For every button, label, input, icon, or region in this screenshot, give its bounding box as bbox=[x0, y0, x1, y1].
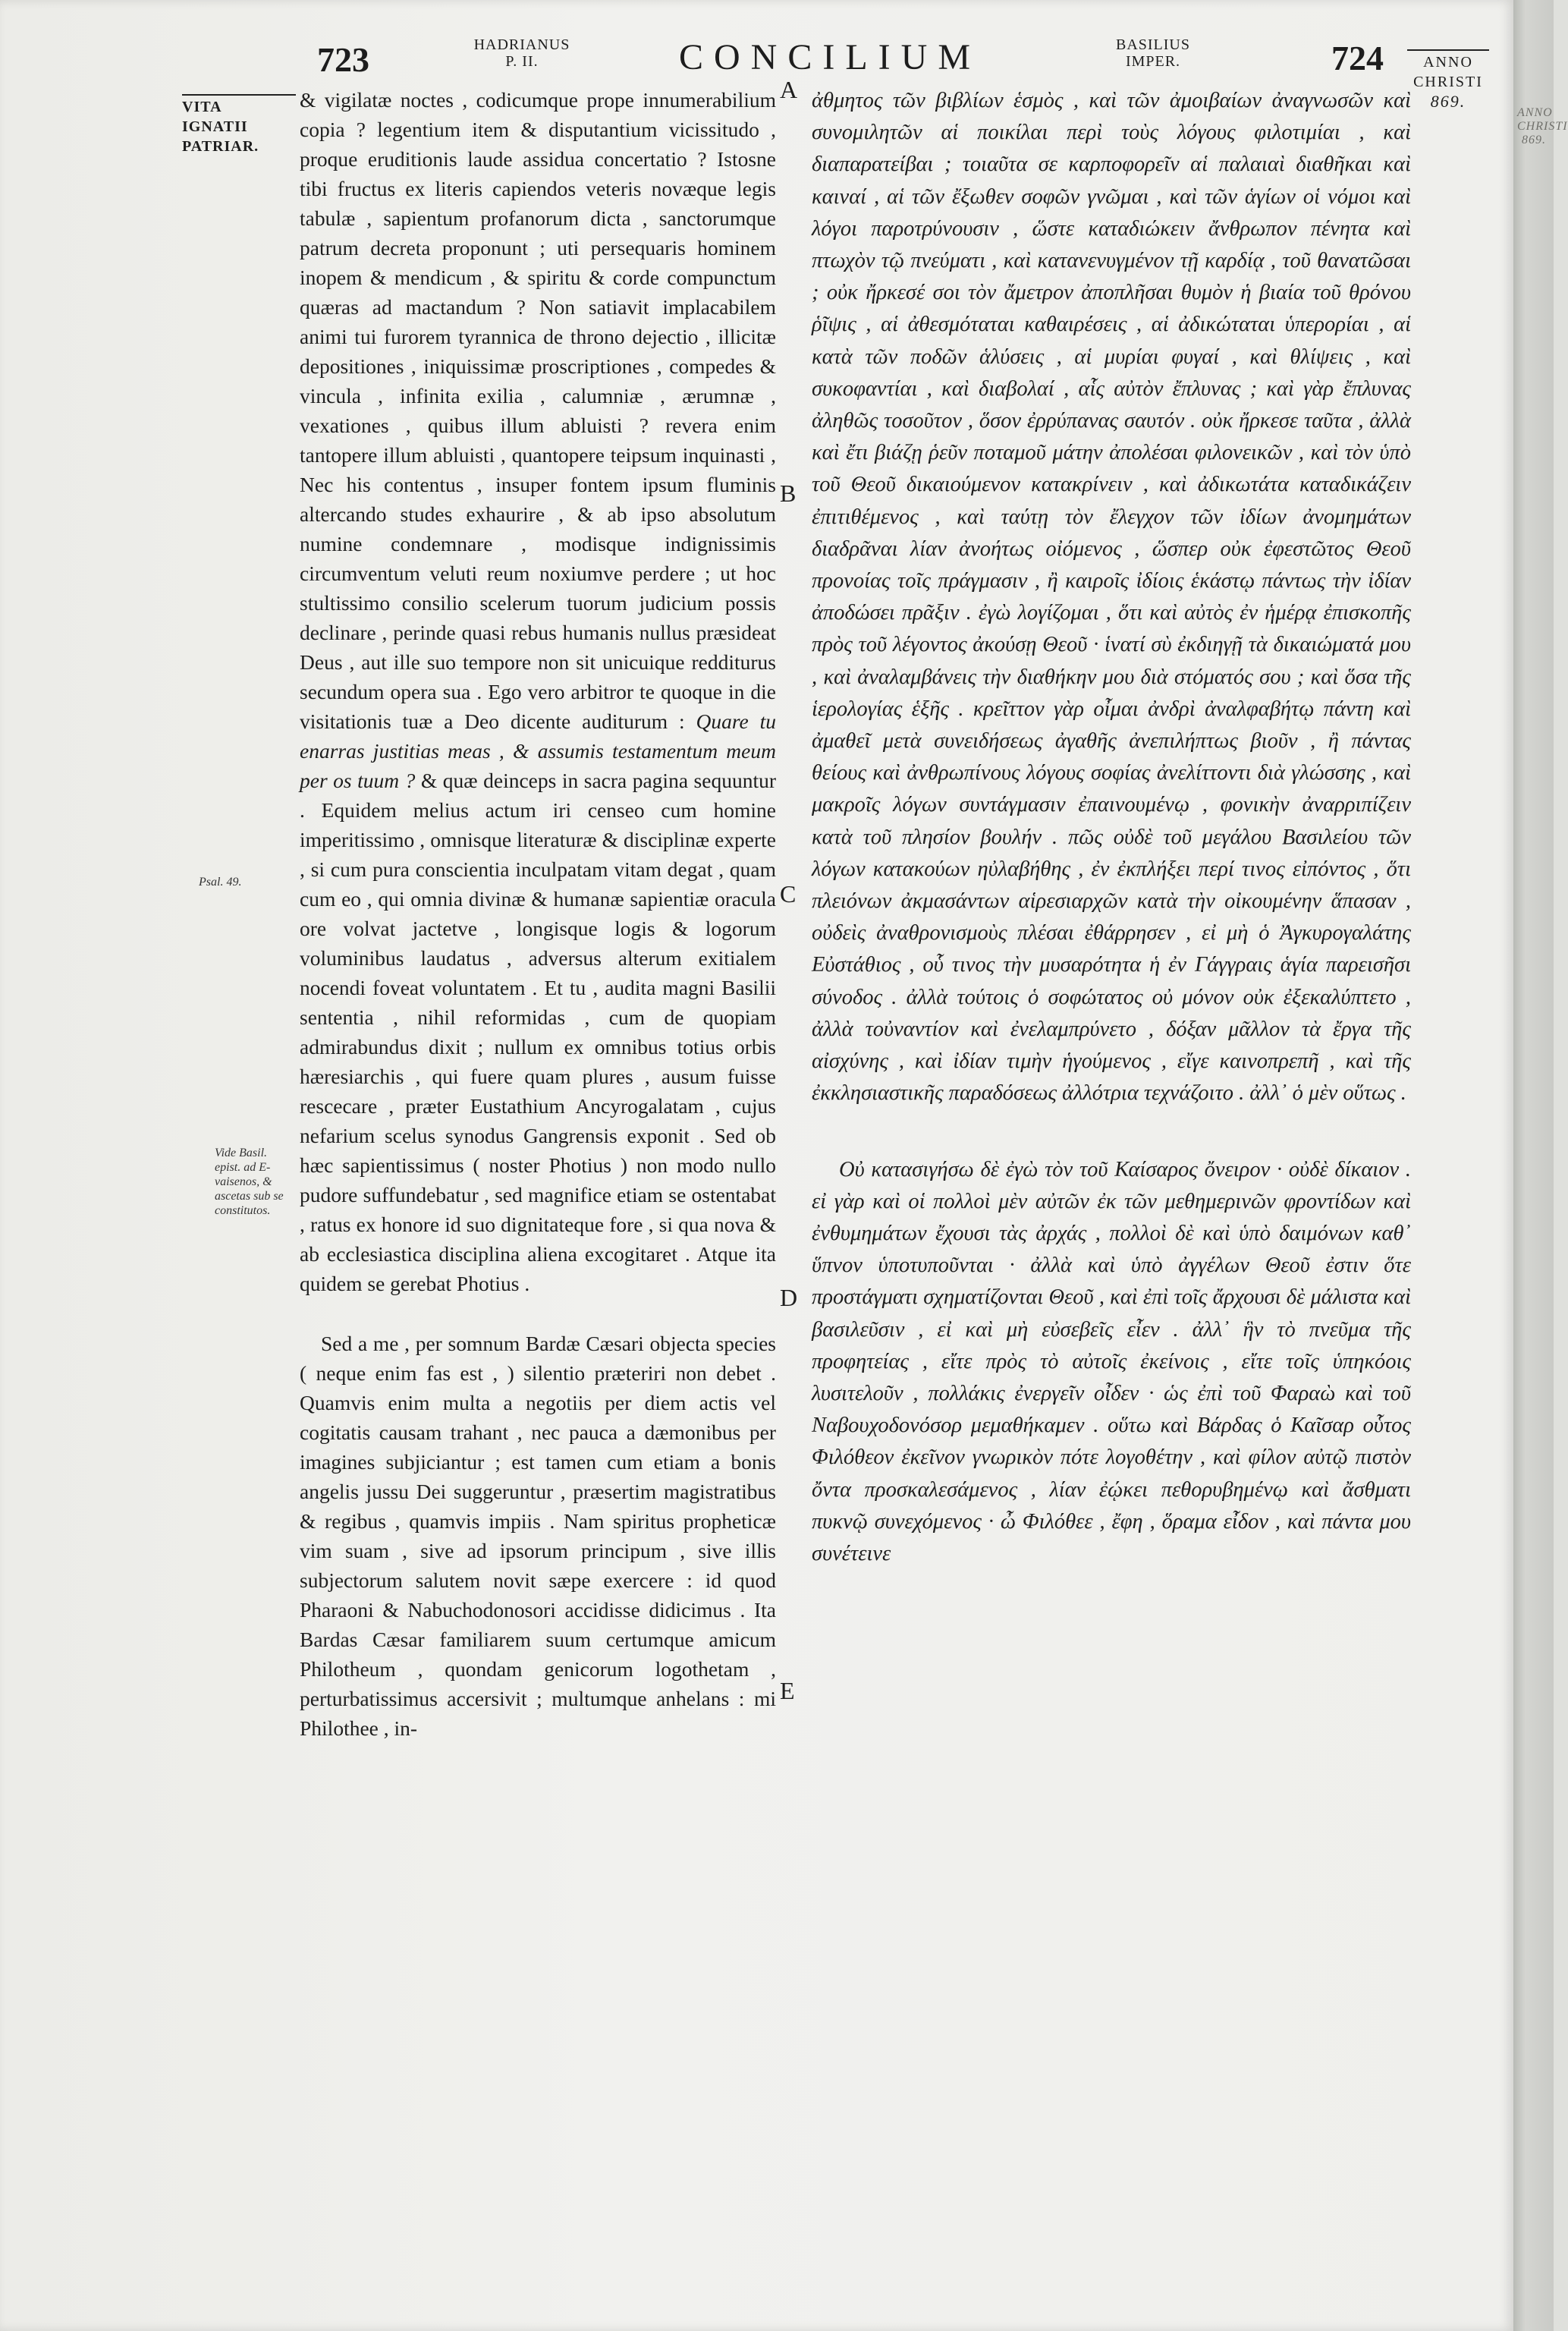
running-head-left bbox=[446, 36, 598, 70]
latin-scripture-quote: Quare tu enarras justitias meas , & assumis testamentum meum per os tuum ? bbox=[300, 709, 777, 792]
margin-vita-line1: VITA bbox=[182, 99, 222, 115]
page-number-left: 723 bbox=[317, 40, 369, 79]
latin-para1-text: & vigilatæ noctes , codicumque prope innumerabilium copia ? legentium item & disputantium vicissitudo , proque eruditionis laude assidua concertatio ? Istosne tibi fructus ex literis capiendos veteris novæque legis tabulæ , sapientum profanorum dicta , sanctorumque patrum decreta proponunt ; uti persequaris hominem inopem & mendicum , & spiritu & corde compunctum quæras ad mactandum ? Non satiavit implacabilem animi tui furorem tyrannica de throno dejectio , illicitæ depositiones , iniquissimæ proscriptiones , compedes & vincula , infinita exilia , calumniæ , ærumnæ , vexationes , quibus illum abluisti ? revera enim tantopere illum abluisti , quantopere teipsum inquinasti , Nec his contentus , insuper fontem ipsum fluminis altercando studes exhaurire , & ab ipso absolutum numine condemnare , modisque indignissimis circumventum veluti reum noxiumve perdere ; ut hoc stultissimo consilio scelerum tuorum judicium possis declinare , perinde quasi rebus humanis nullus præsideat Deus , aut ille suo tempore non sit unicuique redditurus secundum opera sua . Ego vero arbitror te quoque in die visitationis tuæ a Deo dicente auditurum : bbox=[300, 88, 776, 733]
section-letter-d: D bbox=[780, 1284, 798, 1311]
section-letter-c: C bbox=[780, 880, 797, 908]
christi-label: CHRISTI bbox=[1413, 74, 1483, 90]
latin-paragraph-1 bbox=[300, 85, 776, 1298]
margin-note-psalm: Psal. 49. bbox=[199, 876, 242, 889]
greek-paragraph-1: ἀθμητος τῶν βιβλίων ἑσμὸς , καὶ τῶν ἀμοιβαίων ἀναγνωσῶν καὶ συνομιλητῶν αἱ ποικίλαι περὶ τοὺς λόγους φιλοτιμίαι , καὶ διαπαρατείβαι ; τοιαῦτα σε καρποφορεῖν αἱ παλαιαὶ διαθῆκαι καὶ καιναί , αἱ τῶν ἔξωθεν σοφῶν γνῶμαι , καὶ τῶν ἁγίων οἱ νόμοι καὶ λόγοι παροτρύνουσιν , ὥστε καταδιώκειν ἄνθρωπον πένητα καὶ πτωχὸν τῷ πνεύματι , καὶ κατανενυγμένον τῇ καρδίᾳ , τοῦ θανατῶσαι ; οὐκ ἤρκεσέ σοι τὸν ἄμετρον ἀποπλῆσαι θυμὸν ἡ βιαία τοῦ θρόνου ῥῖψις , αἱ ἀθεσμόταται καθαιρέσεις , αἱ ἀδικώταται ὑπερορίαι , αἱ κατὰ τῶν ποδῶν ἁλύσεις , αἱ μυρίαι φυγαί , καὶ θλίψεις , καὶ συκοφαντίαι , καὶ διαβολαί , αἷς αὐτὸν ἔπλυνας ; καὶ γὰρ ἔπλυνας ἀληθῶς τοσοῦτον , ὅσον ἐρρύπανας σαυτόν . οὐκ ἤρκεσε ταῦτα , ἀλλὰ καὶ ἔτι βιάζῃ ῥεῦν ποταμοῦ μάτην ἀπολέσαι φιλονεικῶν , καὶ τὸν ὑπὸ τοῦ Θεοῦ δικαιούμενον κατακρίνειν , καὶ ἀδικωτάτα καταδικάζειν ἐπιτιθέμενος , καὶ ταύτῃ τὸν ἔλεγχον τῶν ἰδίων ἀνομημάτων διαδρᾶναι λίαν ἀνοήτως οἰόμενος , ὥσπερ οὐκ ἐφεστῶτος Θεοῦ προνοίας τοῖς πράγμασιν , ἢ καιροῖς ἰδίοις ἑκάστῳ πάντως τὴν ἰδίαν ἀποδώσει πρᾶξιν . ἐγὼ λογίζομαι , ὅτι καὶ αὐτὸς ἐν ἡμέρᾳ ἐπισκοπῆς πρὸς τοῦ λέγοντος ἀκούσῃ Θεοῦ · ἱνατί σὺ ἐκδιηγῇ τὰ δικαιώματά μου , καὶ ἀναλαμβάνεις τὴν διαθήκην μου διὰ στόματός σου ; καὶ ὅσα τῆς ἱερολογίας ἑξῆς . κρεῖττον γὰρ οἶμαι ἀνδρὶ ἀναλφαβήτῳ πάντη καὶ ἀμαθεῖ μετὰ συνειδήσεως ἀγαθῆς ἀνεπιλήπτως βιοῦν , ἢ πάντας θείους καὶ ἀνθρωπίνους λόγους σοφίας ἀνελίττοντι διὰ γλώσσης , καὶ μακροῖς λόγων συντάγμασιν ἐπαινουμένῳ , φονικὴν ἀναρριπίζειν κατὰ τοῦ πλησίον βουλήν . πῶς οὐδὲ τοῦ μεγάλου Βασιλείου τῶν λόγων κατακούων ηὐλαβήθης , ἐν ἐκπλήξει περί τινος εἰπόντος , ὅτι πλειόνων ἀκμασάντων αἱρεσιαρχῶν κατὰ τὴν οἰκουμένην ἅπασαν , οὐδεὶς ἀναθρονισμοὺς πλέσαι ἐθάρρησεν , εἰ μὴ ὁ Ἀγκυρογαλάτης Εὐστάθιος , οὗ τινος τὴν μυσαρότητα ἡ ἐν Γάγγραις ἁγία παρεισῆσι σύνοδος . ἀλλὰ τούτοις ὁ σοφώτατος οὐ μόνον οὐκ ἐξεκαλύπτετο , ἀλλὰ τοὐναντίον καὶ ἐνελαμπρύνετο , δόξαν μᾶλλον τὰ ἔργα τῆς αἰσχύνης , καὶ ἰδίαν τιμὴν ἡγούμενος , εἴγε καινοπρεπῆ , καὶ τῆς ἐκκλησιαστικῆς παραδόσεως ἀλλότρια τεχνάζοιτο . ἀλλ᾿ ὁ μὲν οὕτως . bbox=[812, 89, 1411, 1106]
greek-paragraph-2: Οὐ κατασιγήσω δὲ ἐγὼ τὸν τοῦ Καίσαρος ὄνειρον · οὐδὲ δίκαιον . εἰ γὰρ καὶ οἱ πολλοὶ μὲν αὐτῶν ἐκ τῶν μεθημερινῶν φροντίδων καὶ ἐνθυμημάτων ἔχουσι τὰς ἀρχάς , πολλοὶ δὲ καὶ ὑπὸ δαιμόνων καθ᾿ ὕπνον ὑποτυποῦνται · ἀλλὰ καὶ ὑπὸ ἀγγέλων Θεοῦ ἐστιν ὅτε προστάγματι σχηματίζονται Θεοῦ , καὶ ἐπὶ τοῖς ἄρχουσι δὲ μάλιστα καὶ βασιλεῦσιν , εἰ καὶ μὴ εὐσεβεῖς εἶεν . ἀλλ᾿ ἣν τὸ πνεῦμα τῆς προφητείας , εἴτε πρὸς τὸ αὐτοῖς ἐκείνοις , εἴτε τοῖς ὑπηκόοις λυσιτελοῦν , πολλάκις ἐνεργεῖν οἶδεν · ὡς ἐπὶ τοῦ Φαραὼ καὶ τοῦ Ναβουχοδονόσορ μεμαθήκαμεν . οὕτω καὶ Βάρδας ὁ Καῖσαρ οὗτος Φιλόθεον ἐκεῖνον γνωρικὸν πότε λογοθέτην , καὶ φίλον αὐτῷ πιστὸν ὄντα προσκαλεσάμενος , λίαν ἐῴκει πεθορυβημένῳ καὶ ἄσθματι πυκνῷ συνεχόμενος · ὦ Φιλόθεε , ἔφη , ὅραμα εἶδον , καὶ πάντα μου συνέτεινε bbox=[812, 1157, 1411, 1565]
running-head-right-line2: IMPER. bbox=[1125, 53, 1181, 70]
section-letter-b: B bbox=[780, 480, 797, 507]
anno-christi-box bbox=[1406, 49, 1491, 112]
page-header bbox=[0, 30, 1513, 91]
margin-vita-line2: IGNATII bbox=[182, 118, 248, 135]
adjacent-anno-line2: CHRISTI bbox=[1517, 120, 1568, 133]
latin-column bbox=[300, 85, 776, 1743]
section-letter-e: E bbox=[780, 1677, 795, 1704]
adjacent-anno-line1: ANNO bbox=[1517, 106, 1553, 119]
adjacent-page-edge bbox=[1513, 0, 1568, 2331]
latin-paragraph-2: Sed a me , per somnum Bardæ Cæsari objecta species ( neque enim fas est , ) silentio præteriri non debet . Quamvis enim multa a negotiis per diem actis vel cogitatis causam trahant , nec pauca a dæmonibus per imagines subjiciantur ; est tamen cum etiam a bonis angelis jussu Dei suggeruntur , præsertim magistratibus & regibus , quamvis impiis . Nam spiritus propheticæ vim suam , sive ad ipsorum principum , sive illis subjectorum salutem novit sæpe exercere : id quod Pharaoni & Nabuchodonosori accidisse didicimus . Ita Bardas Cæsar familiarem suum certumque amicum Philotheum , quondam genicorum logothetam , perturbatissimus accersivit ; multumque anhelans : mi Philothee , in- bbox=[300, 1332, 776, 1740]
running-head-right bbox=[1077, 36, 1229, 70]
page-title: CONCILIUM bbox=[679, 37, 981, 77]
running-head-right-line1: BASILIUS bbox=[1115, 36, 1190, 53]
margin-note-basil: Vide Basil. epist. ad E- vaisenos, & ascetas sub se constitutos. bbox=[215, 1147, 284, 1217]
anno-label: ANNO bbox=[1423, 54, 1473, 71]
greek-column bbox=[812, 85, 1411, 1570]
running-head-left-line2: P. II. bbox=[505, 53, 539, 70]
margin-vita-line3: PATRIAR. bbox=[182, 138, 259, 155]
page-number-right: 724 bbox=[1331, 39, 1384, 77]
margin-vita-title bbox=[182, 94, 296, 156]
adjacent-anno-year: 869. bbox=[1522, 134, 1546, 146]
adjacent-page-anno bbox=[1517, 106, 1568, 147]
latin-para1-tail: & quæ deinceps in sacra pagina sequuntur . Equidem melius actum iri censeo cum homine imperitissimo , omnisque literaturæ & disciplinæ experte , si cum pura conscientia inculpatam vitam degat , quam cum eo , qui omnia divinæ & humanæ sapientiæ oracula ore volvat jactetve , longisque logis & logorum voluminibus laudatus , adversus alterum exitialem nocendi foveat voluntatem . Et tu , audita magni Basilii sententia , nihil reformidas , cum de quopiam admirabundus dixit ; nullum ex omnibus totius orbis hæresiarchis , qui fuere quam plures , ausum fuisse rescecare , præter Eustathium Ancyrogalatam , cujus nefarium scelus synodus Gangrensis exponit . Sed ob hæc sapientissimus ( noster Photius ) non modo nullo pudore suffundebatur , sed magnifice etiam se ostentabat , ratus ex honore id suo dignitateque fore , si qua nova & ab ecclesiastica disciplina aliena excogitaret . Atque ita quidem se gerebat Photius . bbox=[300, 769, 776, 1295]
section-letter-a: A bbox=[780, 76, 798, 103]
running-head-left-line1: HADRIANUS bbox=[473, 36, 570, 53]
anno-year: 869. bbox=[1430, 92, 1466, 111]
